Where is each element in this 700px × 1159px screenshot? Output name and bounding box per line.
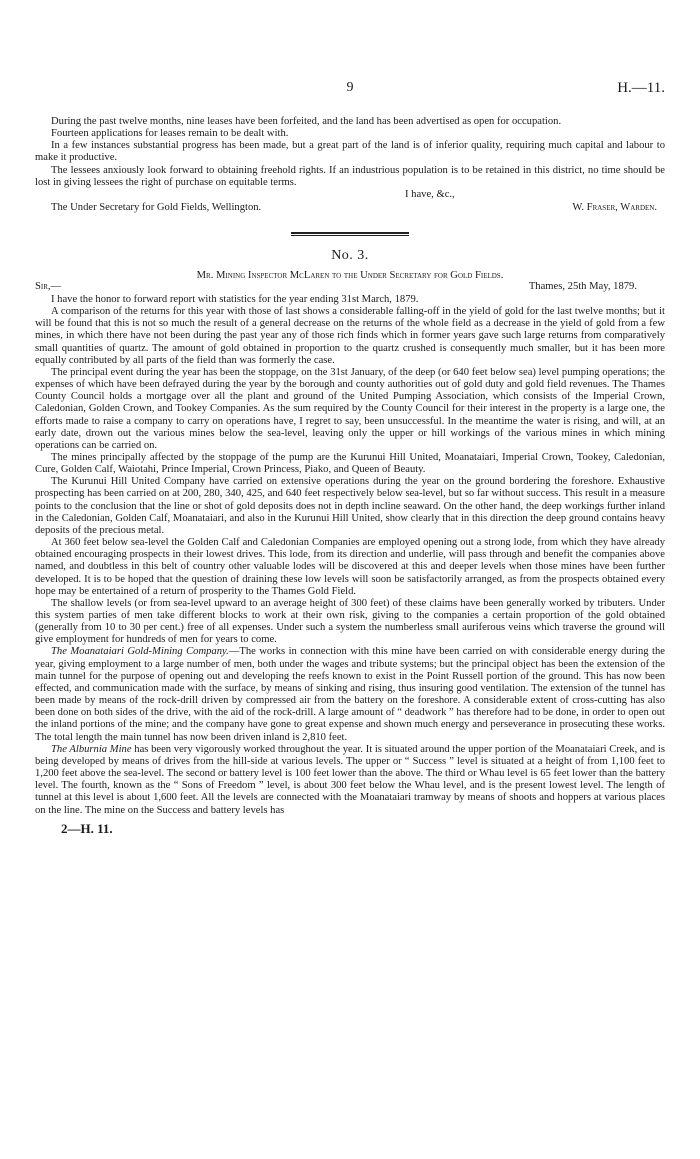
paragraph: A comparison of the returns for this year with those of last shows a considerable falling-off in the yield of gold for the last twelve months; but it will be found that this is not so much the result of a general decrease on the returns of the whole field as a decrease in the yield of gold from a few mines, in which there have not been during the past year any of those rich finds which in former years gave such large returns from comparatively small quantities of quartz. The amount of gold obtained in proportion to the quartz crushed is consequently much smaller, but it has been more equally contributed by all parts of the field than was formerly the case. (35, 306, 665, 366)
paragraph: The shallow levels (or from sea-level upward to an average height of 300 feet) of these claims have been generally worked by tributers. Under this system parties of men take different blocks to work at their own risk, giving to the companies a certain proportion of the gold obtained (generally from 10 to 30 per cent.) free of all expenses. Under such a system the numberless small auriferous veins which traverse the ground will give employment for hundreds of men for years to come. (35, 597, 665, 646)
place-date: Thames, 25th May, 1879. (528, 280, 637, 292)
document-code: H.—11. (617, 80, 665, 96)
closing-line (35, 189, 665, 202)
paragraph: The principal event during the year has been the stoppage, on the 31st January, of the deep (or 640 feet below sea) level pumping operations; the expenses of which have been defrayed during the year by the borough and county authorities out of gold duty and gold field revenues. The Thames County Council holds a mortgage over all the plant and ground of the United Pumping Association, which consists of the Imperial Crown, Caledonian, Golden Crown, and Tookey Companies. As the sum required by the County Council for their interest in the property is a large one, the efforts made to raise a company to carry on operations have, I regret to say, been unsuccessful. In the meantime the water is rising, and will, at an early date, drown out the various mines below the sea-level, leaving only the upper or hill workings of the various mines in which mining operations can be carried on. (35, 366, 665, 451)
mine-heading: The Moanataiari Gold-Mining Company. (51, 646, 229, 658)
section-divider (291, 232, 409, 236)
addressee: The Under Secretary for Gold Fields, Wellington. (51, 201, 262, 213)
section-subtitle: Mr. Mining Inspector McLaren to the Under Secretary for Gold Fields. (196, 269, 504, 281)
mine-text: has been very vigorously worked throughout the year. It is situated around the upper portion of the Moanataiari Creek, and is being developed by means of drives from the hill-side at various levels. The upper or “ Success ” level is situated at a height of from 1,100 feet to 1,200 feet above the sea-level. The second or battery level is 100 feet lower than the above. The third or Whau level is 65 feet lower than the battery level. The fourth, known as the “ Sons of Freedom ” level, is about 300 feet below the Whau level, and is the present lowest level. The length of tunnel at this level is about 1,600 feet. All the levels are connected with the Moanataiari tramway by means of shoots and hoppers at various places on the line. The mine on the Success and battery levels has (35, 743, 665, 816)
paragraph: The lessees anxiously look forward to obtaining freehold rights. If an industrious population is to be retained in this district, no time should be lost in giving lessees the right of purchase on equitable terms. (35, 164, 665, 188)
signature: W. Fraser, Warden. (572, 201, 657, 213)
mine-text: —The works in connection with this mine have been carried on with considerable energy during the year, giving employment to a large number of men, both under the wages and tribute systems; but the principal object has been the extension of the main tunnel for the purpose of opening out and developing the reefs known to exist in the Point Russell portion of the ground. This has now been effected, and communication made with the surface, by means of sinking and rising, thus insuring good ventilation. The extension of the tunnel has been made by means of the rock-drill driven by compressed air from the battery on the foreshore. A considerable extent of cross-cutting has also been done on both sides of the drive, with the aid of the rock-drill. A large amount of “ deadwork ” has therefore had to be done, in order to open out the inland portions of the mine; and the company have gone to great expense and shown much energy and perseverance in prosecuting these works. The total length the main tunnel has now been driven inland is 2,810 feet. (35, 646, 665, 743)
section-number: No. 3. (331, 247, 369, 263)
paragraph-alburnia (35, 744, 665, 817)
paragraph: Fourteen applications for leases remain to be dealt with. (51, 128, 289, 140)
closing-phrase: I have, &c., (405, 188, 455, 200)
mine-heading: The Alburnia Mine (51, 743, 132, 755)
paragraph: I have the honor to forward report with statistics for the year ending 31st March, 1879. (51, 293, 419, 305)
salutation: Sir,— (35, 280, 62, 292)
paragraph: At 360 feet below sea-level the Golden Calf and Caledonian Companies are employed opening out a strong lode, from which they have already obtained encouraging prospects in their lowest drives. This lode, from its direction and underlie, will pass through and benefit the companies above named, and doubtless in this belt of country other valuable lodes will be discovered at this and deeper levels when those mines have been further developed. It is to be hoped that the question of draining these low levels will soon be satisfactorily arranged, as from the prospects obtained every hope may be entertained of a return of prosperity to the Thames Gold Field. (35, 537, 665, 597)
paragraph: During the past twelve months, nine leases have been forfeited, and the land has been advertised as open for occupation. (51, 116, 562, 127)
signature-mark: 2—H. 11. (61, 820, 113, 836)
page-number: 9 (346, 80, 354, 95)
warden-report (35, 116, 665, 215)
signature-line (35, 202, 665, 215)
report-body (35, 294, 665, 817)
paragraph: The Kurunui Hill United Company have carried on extensive operations during the year on the ground bordering the foreshore. Exhaustive prospecting has been carried on at 200, 280, 340, 425, and 640 feet respectively below sea-level, but so far without success. This result in a measure points to the conclusion that the line or shot of gold deposits does not in depth incline seaward. On the other hand, the deep workings further inland in the Caledonian, Golden Calf, Moanataiari, and also in the Kurunui Hill United, show clearly that in this direction the deep ground contains heavy deposits of the precious metal. (35, 476, 665, 536)
paragraph: In a few instances substantial progress has been made, but a great part of the land is of inferior quality, requiring much capital and labour to make it productive. (35, 140, 665, 164)
paragraph: The mines principally affected by the stoppage of the pump are the Kurunui Hill United, Moanataiari, Imperial Crown, Tookey, Caledonian, Cure, Golden Calf, Waiotahi, Prince Imperial, Crown Princess, Piako, and Queen of Beauty. (35, 451, 665, 476)
page-header (35, 80, 665, 110)
paragraph-moanataiari (35, 646, 665, 743)
salutation-line (35, 281, 665, 294)
document-page (35, 0, 665, 837)
